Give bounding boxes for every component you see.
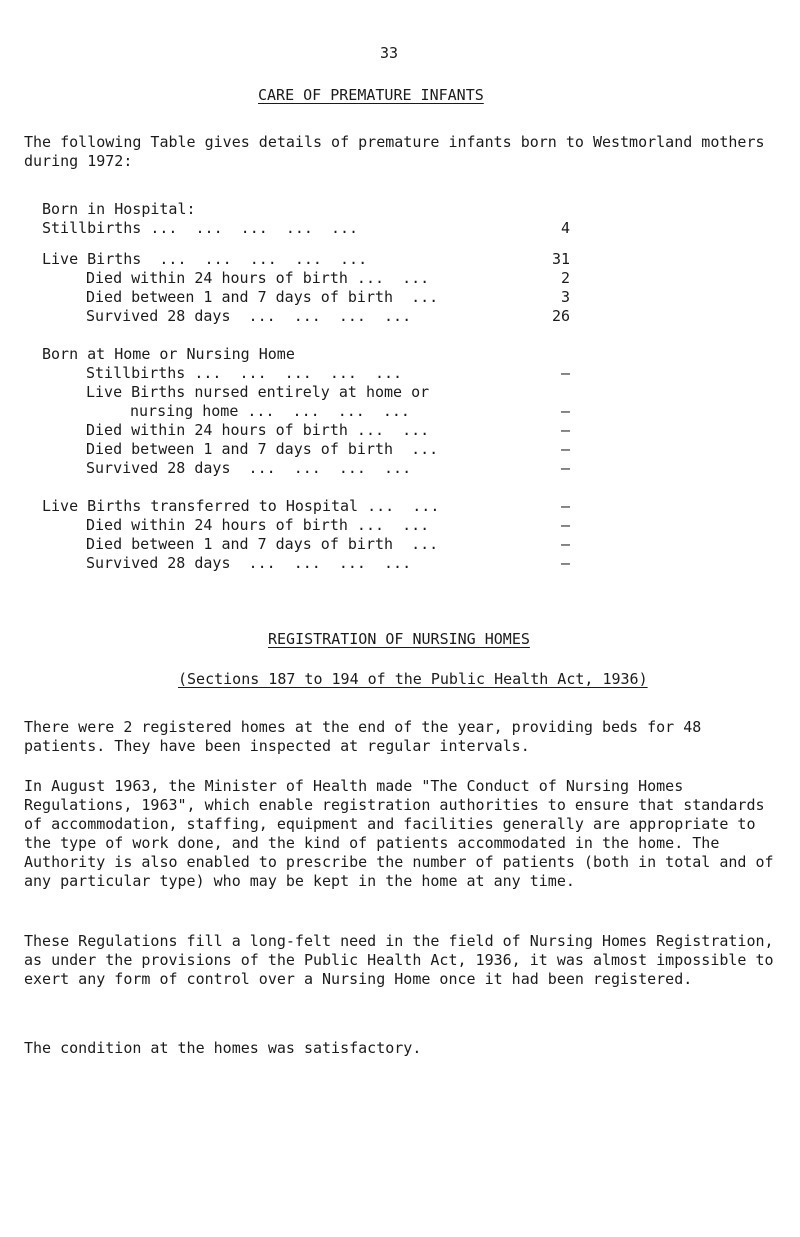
table-row: [0, 383, 800, 402]
table-row: [0, 554, 800, 573]
table-row: [0, 497, 800, 516]
table-row: [0, 345, 800, 364]
row-label: Stillbirths ... ... ... ... ...: [42, 219, 359, 237]
row-label: Died between 1 and 7 days of birth ...: [86, 535, 439, 553]
row-value: –: [560, 554, 570, 572]
table-row: [0, 250, 800, 269]
row-value: –: [560, 459, 570, 477]
row-value: –: [560, 364, 570, 382]
row-label: Survived 28 days ... ... ... ...: [86, 459, 412, 477]
row-label: Died within 24 hours of birth ... ...: [86, 516, 430, 534]
row-label: Stillbirths ... ... ... ... ...: [86, 364, 403, 382]
table-row: [0, 459, 800, 478]
row-label: Died within 24 hours of birth ... ...: [86, 421, 430, 439]
row-label: Died between 1 and 7 days of birth ...: [86, 440, 439, 458]
table-row: [0, 200, 800, 219]
row-value: 31: [551, 250, 570, 268]
row-label: Died between 1 and 7 days of birth ...: [86, 288, 439, 306]
row-value: –: [560, 516, 570, 534]
row-value: –: [560, 440, 570, 458]
row-value: 2: [560, 269, 570, 287]
row-label: Survived 28 days ... ... ... ...: [86, 554, 412, 572]
table-row: [0, 288, 800, 307]
table-row: [0, 421, 800, 440]
row-label: Died within 24 hours of birth ... ...: [86, 269, 430, 287]
table-row: [0, 535, 800, 554]
table-row: [0, 364, 800, 383]
row-label: Survived 28 days ... ... ... ...: [86, 307, 412, 325]
paragraph-registered-homes: There were 2 registered homes at the end of the year, providing beds for 48 patients. They have been inspected at regular intervals.: [24, 718, 702, 755]
section-title-premature-infants: CARE OF PREMATURE INFANTS: [258, 86, 484, 104]
row-label: Live Births ... ... ... ... ...: [42, 250, 368, 268]
row-value: 4: [560, 219, 570, 237]
row-value: –: [560, 421, 570, 439]
paragraph-regulations-1963: In August 1963, the Minister of Health made "The Conduct of Nursing Homes Regulations, 1963", which enable registration authorities to ensure that standards of accommodation, staffing, equipment and facilities generally are appropriate to the type of work done, and the kind of patients accommodated in the home. The Authority is also enabled to prescribe the number of patients (both in total and of any particular type) who may be kept in the home at any time.: [24, 777, 774, 890]
row-label: nursing home ... ... ... ...: [130, 402, 410, 420]
table-row: [0, 402, 800, 421]
row-value: 3: [560, 288, 570, 306]
intro-paragraph: The following Table gives details of premature infants born to Westmorland mothers during 1972:: [24, 133, 765, 170]
paragraph-condition: The condition at the homes was satisfactory.: [24, 1039, 422, 1057]
row-label: Live Births nursed entirely at home or: [86, 383, 430, 401]
page-number: 33: [380, 44, 399, 62]
paragraph-long-felt-need: These Regulations fill a long-felt need in the field of Nursing Homes Registration, as under the provisions of the Public Health Act, 1936, it was almost impossible to exert any form of control over a Nursing Home once it had been registered.: [24, 932, 774, 988]
table-row: [0, 440, 800, 459]
row-value: –: [560, 535, 570, 553]
row-label: Live Births transferred to Hospital ... ...: [42, 497, 440, 515]
row-label: Born in Hospital:: [42, 200, 196, 218]
section-title-registration: REGISTRATION OF NURSING HOMES: [268, 630, 530, 648]
table-row: [0, 307, 800, 326]
row-label: Born at Home or Nursing Home: [42, 345, 295, 363]
row-value: –: [560, 402, 570, 420]
table-row: [0, 516, 800, 535]
table-row: [0, 269, 800, 288]
row-value: 26: [551, 307, 570, 325]
row-value: –: [560, 497, 570, 515]
section-subtitle: (Sections 187 to 194 of the Public Health Act, 1936): [178, 670, 648, 688]
table-row: [0, 219, 800, 238]
